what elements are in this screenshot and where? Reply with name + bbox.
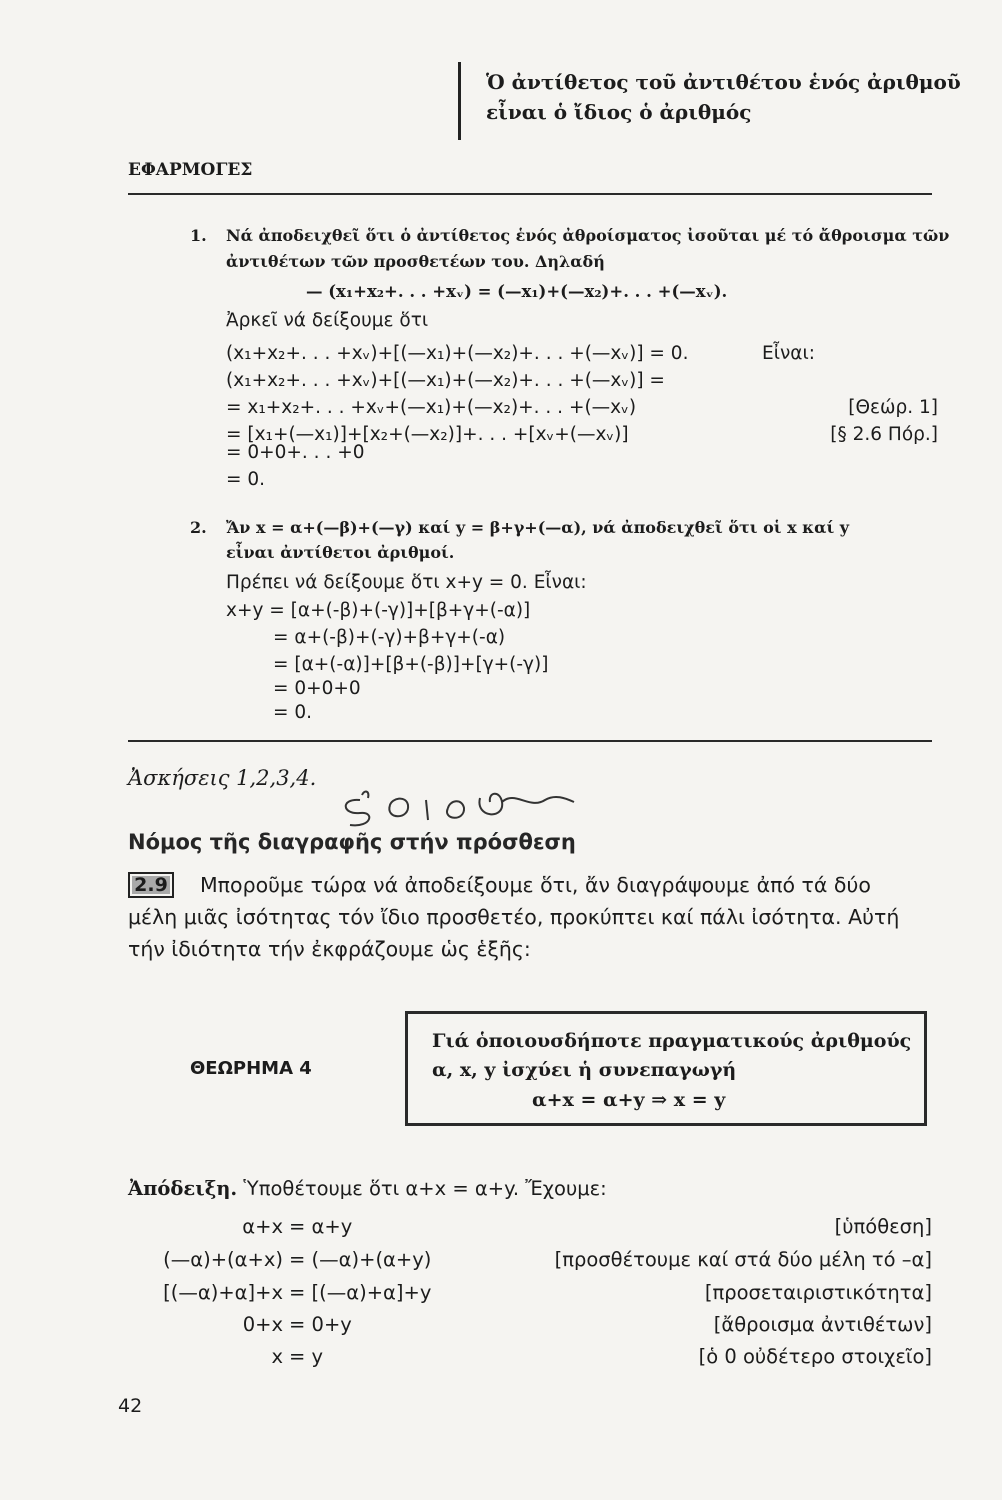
app1-number: 1.	[190, 226, 207, 245]
proof-row-4-rhs: = 0+y	[289, 1313, 352, 1336]
exercises-note: Ἀσκήσεις 1,2,3,4.	[128, 766, 317, 790]
section-number-text: 2.9	[134, 874, 168, 896]
app2-number: 2.	[190, 518, 207, 537]
app1-line1-tail: Εἶναι:	[762, 343, 815, 364]
top-rule	[128, 193, 932, 195]
proof-row-3-rhs: = [(—α)+α]+y	[289, 1281, 432, 1304]
proof-intro-text: Ὑποθέτουμε ὅτι α+x = α+y. Ἔχουμε:	[237, 1177, 607, 1200]
app2-statement-line2: εἶναι ἀντίθετοι ἀριθμοί.	[226, 543, 455, 562]
app2-line3: = [α+(-α)]+[β+(-β)]+[γ+(-γ)]	[273, 654, 549, 675]
proof-row-5-lhs: x	[271, 1345, 283, 1368]
theorem-box-line1: Γιά ὁποιουσδήποτε πραγματικούς ἀριθμούς	[432, 1030, 912, 1052]
proof-row-5-reason: [ὁ 0 οὐδέτερο στοιχεῖο]	[698, 1345, 932, 1368]
app1-line3: = x₁+x₂+. . . +xᵥ+(—x₁)+(—x₂)+. . . +(—xᵥ)	[226, 397, 637, 418]
applications-heading: ΕΦΑΡΜΟΓΕΣ	[128, 160, 253, 180]
app1-line1: (x₁+x₂+. . . +xᵥ)+[(—x₁)+(—x₂)+. . . +(—xᵥ)] = 0.	[226, 343, 689, 364]
proof-row-2-rhs: = (—α)+(α+y)	[289, 1248, 432, 1271]
law-paragraph-line2: μέλη μιᾶς ἰσότητας τόν ἴδιο προσθετέο, προκύπτει καί πάλι ἰσότητα. Αὐτή	[128, 905, 900, 929]
app1-suffices: Ἀρκεῖ νά δείξουμε ὅτι	[226, 310, 429, 331]
theorem-box	[405, 1011, 927, 1126]
app2-must: Πρέπει νά δείξουμε ὅτι x+y = 0. Εἶναι:	[226, 572, 587, 593]
app1-formula: — (x₁+x₂+. . . +xᵥ) = (—x₁)+(—x₂)+. . . +(—xᵥ).	[306, 282, 728, 301]
proof-row-1-lhs: α+x	[242, 1215, 283, 1238]
proof-row-1-reason: [ὑπόθεση]	[834, 1215, 932, 1238]
proof-row-3-lhs: [(—α)+α]+x	[163, 1281, 283, 1304]
law-paragraph: Μποροῦμε τώρα νά ἀποδείξουμε ὅτι, ἄν διαγράψουμε ἀπό τά δύο	[200, 873, 871, 897]
proof-row-4-reason: [ἄθροισμα ἀντιθέτων]	[713, 1313, 932, 1336]
app1-line5: = 0+0+. . . +0	[226, 442, 365, 463]
theorem-label: ΘΕΩΡΗΜΑ 4	[190, 1058, 312, 1079]
proof-row-2-reason: [προσθέτουμε καί στά δύο μέλη τό –α]	[554, 1248, 932, 1271]
app1-line4-ref: [§ 2.6 Πόρ.]	[830, 424, 938, 445]
proof-label: Ἀπόδειξη.	[128, 1177, 238, 1200]
app1-line2: (x₁+x₂+. . . +xᵥ)+[(—x₁)+(—x₂)+. . . +(—xᵥ)] =	[226, 370, 665, 391]
proof-intro	[128, 1177, 607, 1200]
section-number-badge	[128, 872, 174, 898]
app1-statement: Νά ἀποδειχθεῖ ὅτι ὁ ἀντίθετος ἑνός ἀθροίσματος ἰσοῦται μέ τό ἄθροισμα τῶν	[226, 226, 950, 245]
page-number: 42	[118, 1395, 143, 1417]
header-divider-vertical	[458, 62, 461, 140]
app2-statement: Ἄν x = α+(—β)+(—γ) καί y = β+γ+(—α), νά ἀποδειχθεῖ ὅτι οἱ x καί y	[226, 518, 850, 537]
proof-row-3-reason: [προσεταιριστικότητα]	[704, 1281, 932, 1304]
handwritten-scribble	[330, 780, 580, 835]
app1-line3-ref: [Θεώρ. 1]	[848, 397, 938, 418]
app2-line5: = 0.	[273, 702, 313, 723]
theorem-box-line3: α+x = α+y ⇒ x = y	[532, 1089, 726, 1111]
app1-statement-line2: ἀντιθέτων τῶν προσθετέων του. Δηλαδή	[226, 252, 605, 271]
proof-row-4-lhs: 0+x	[242, 1313, 283, 1336]
middle-rule	[128, 740, 932, 742]
proof-row-5-rhs: = y	[289, 1345, 324, 1368]
law-paragraph-line3: τήν ἰδιότητα τήν ἐκφράζουμε ὡς ἑξῆς:	[128, 937, 531, 961]
proof-row-2-lhs: (—α)+(α+x)	[163, 1248, 283, 1271]
app2-line2: = α+(-β)+(-γ)+β+γ+(-α)	[273, 627, 506, 648]
app1-line6: = 0.	[226, 469, 266, 490]
section-heading-line2: εἶναι ὁ ἴδιος ὁ ἀριθμός	[486, 100, 752, 124]
section-heading: Ὁ ἀντίθετος τοῦ ἀντιθέτου ἑνός ἀριθμοῦ	[486, 70, 961, 94]
law-title: Νόμος τῆς διαγραφῆς στήν πρόσθεση	[128, 830, 576, 854]
app2-line1: x+y = [α+(-β)+(-γ)]+[β+γ+(-α)]	[226, 600, 531, 621]
proof-row-1-rhs: = α+y	[289, 1215, 353, 1238]
app2-line4: = 0+0+0	[273, 678, 361, 699]
app1-line4: = [x₁+(—x₁)]+[x₂+(—x₂)]+. . . +[xᵥ+(—xᵥ)]	[226, 424, 629, 445]
theorem-box-line2: α, x, y ἰσχύει ἡ συνεπαγωγή	[432, 1059, 737, 1081]
